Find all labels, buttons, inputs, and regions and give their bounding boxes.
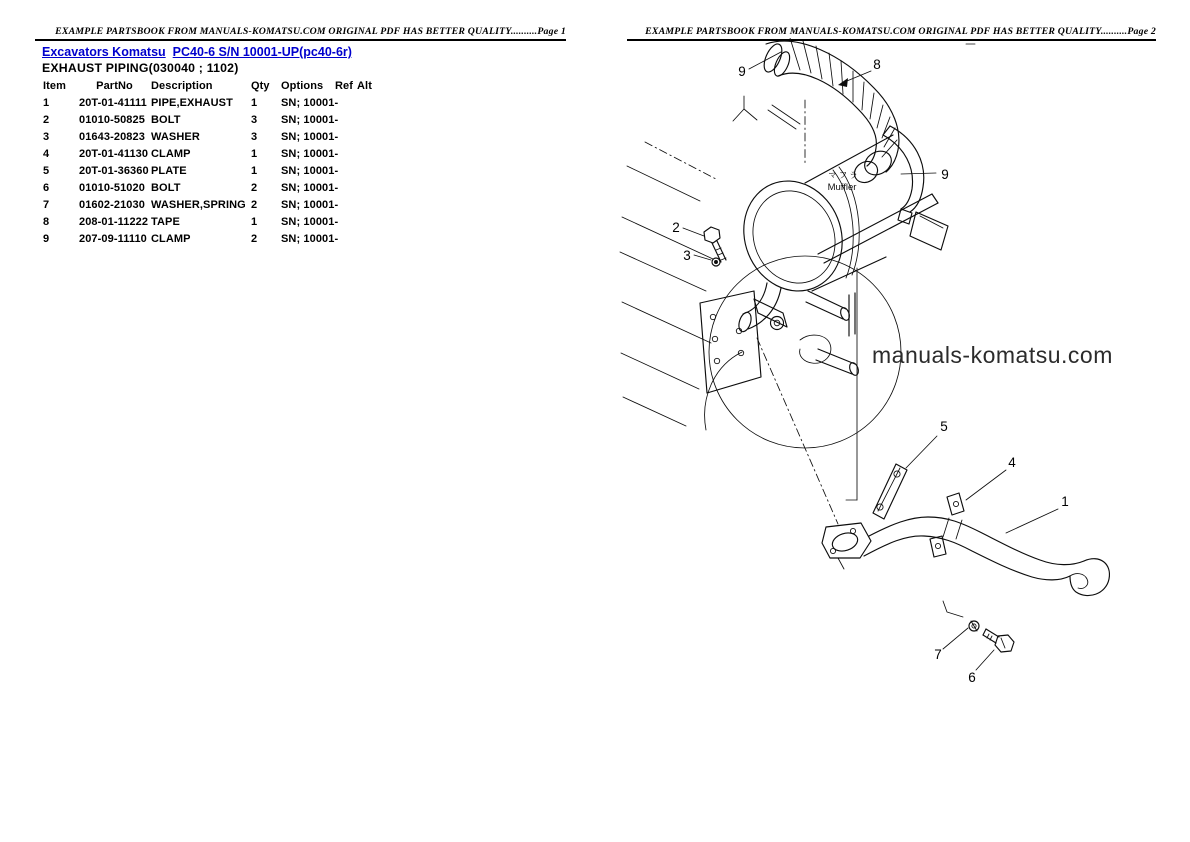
pipe-flange (822, 523, 871, 558)
watermark: manuals-komatsu.com (872, 342, 1113, 368)
cell-qty: 1 (251, 165, 258, 178)
cell-description: PLATE (151, 165, 187, 178)
cell-partno: 01010-50825 (79, 113, 145, 126)
cell-item: 4 (43, 147, 50, 160)
tube-clamp-top-icon (761, 41, 786, 74)
callout-4: 4 (1008, 455, 1016, 470)
muffler-label-en: Muffler (827, 182, 857, 193)
cell-description: CLAMP (151, 233, 191, 246)
cell-qty: 1 (251, 96, 258, 109)
cell-item: 2 (43, 113, 50, 126)
cell-options: SN; 10001- (281, 130, 339, 143)
cell-item: 3 (43, 130, 50, 143)
pipe-clamp-upper (947, 493, 964, 515)
callout-6: 6 (968, 670, 976, 685)
cell-options: SN; 10001- (281, 147, 339, 160)
callout-2: 2 (672, 220, 680, 235)
cell-options: SN; 10001- (281, 113, 339, 126)
reference-lines (757, 268, 963, 617)
cell-qty: 1 (251, 216, 258, 229)
parts-table (42, 77, 386, 248)
callout-3: 3 (683, 248, 691, 263)
col-partno: PartNo (96, 79, 133, 92)
callout-8: 8 (873, 57, 881, 72)
page-header-left-text: EXAMPLE PARTSBOOK FROM MANUALS-KOMATSU.COM ORIGINAL PDF HAS BETTER QUALITY..........Page 1 (55, 26, 566, 37)
cell-partno: 20T-01-41130 (79, 147, 149, 160)
cell-qty: 1 (251, 147, 258, 160)
cell-options: SN; 10001- (281, 165, 339, 178)
cell-qty: 2 (251, 182, 258, 195)
cell-item: 8 (43, 216, 50, 229)
cell-description: WASHER,SPRING (151, 199, 246, 212)
cell-item: 5 (43, 165, 50, 178)
cell-item: 1 (43, 96, 50, 109)
cell-qty: 3 (251, 130, 258, 143)
cell-description: CLAMP (151, 147, 191, 160)
callout-9-top: 9 (738, 64, 746, 79)
washer-7-icon (969, 621, 979, 631)
col-item: Item (43, 79, 67, 92)
cell-partno: 01643-20823 (79, 130, 145, 143)
section-title: EXHAUST PIPING(030040 ; 1102) (42, 61, 239, 75)
cell-partno: 207-09-11110 (79, 233, 147, 246)
cell-partno: 20T-01-41111 (79, 96, 147, 109)
callout-5: 5 (940, 419, 948, 434)
washer-3-icon (712, 258, 720, 266)
cell-description: PIPE,EXHAUST (151, 96, 233, 109)
col-options: Options (281, 79, 324, 92)
plate-5 (873, 464, 907, 519)
cell-partno: 01602-21030 (79, 199, 145, 212)
cell-description: BOLT (151, 113, 181, 126)
callout-7: 7 (934, 647, 942, 662)
page-header-right-text: EXAMPLE PARTSBOOK FROM MANUALS-KOMATSU.COM ORIGINAL PDF HAS BETTER QUALITY..........Page 2 (645, 26, 1156, 37)
cell-options: SN; 10001- (281, 182, 339, 195)
bolt-6-icon (983, 629, 1014, 652)
mount-bracket (700, 283, 787, 393)
cell-item: 7 (43, 199, 50, 212)
page-header-left (35, 26, 566, 41)
cell-partno: 208-01-11222 (79, 216, 149, 229)
muffler-band (849, 126, 924, 336)
col-ref: Ref (335, 79, 354, 92)
arrowhead-icon (838, 78, 848, 87)
cell-options: SN; 10001- (281, 96, 339, 109)
cell-qty: 2 (251, 233, 258, 246)
cell-item: 6 (43, 182, 50, 195)
cell-qty: 3 (251, 113, 258, 126)
callout-labels (672, 57, 1069, 685)
col-qty: Qty (251, 79, 270, 92)
callout-9-right: 9 (941, 167, 949, 182)
tube-clamp-bottom-icon (860, 146, 895, 179)
col-alt: Alt (357, 79, 372, 92)
cell-description: TAPE (151, 216, 180, 229)
cell-options: SN; 10001- (281, 233, 339, 246)
cell-qty: 2 (251, 199, 258, 212)
cell-options: SN; 10001- (281, 216, 339, 229)
muffler-label-jp: マフラ (828, 170, 860, 180)
col-description: Description (151, 79, 213, 92)
exhaust-piping-diagram (598, 38, 1190, 730)
breadcrumb (42, 45, 359, 59)
category-link[interactable]: Excavators Komatsu (42, 45, 166, 59)
cell-options: SN; 10001- (281, 199, 339, 212)
callout-1: 1 (1061, 494, 1069, 509)
cell-partno: 01010-51020 (79, 182, 145, 195)
cell-description: BOLT (151, 182, 181, 195)
cell-item: 9 (43, 233, 50, 246)
cell-partno: 20T-01-36360 (79, 165, 149, 178)
cell-description: WASHER (151, 130, 200, 143)
model-link[interactable]: PC40-6 S/N 10001-UP(pc40-6r) (172, 45, 352, 59)
